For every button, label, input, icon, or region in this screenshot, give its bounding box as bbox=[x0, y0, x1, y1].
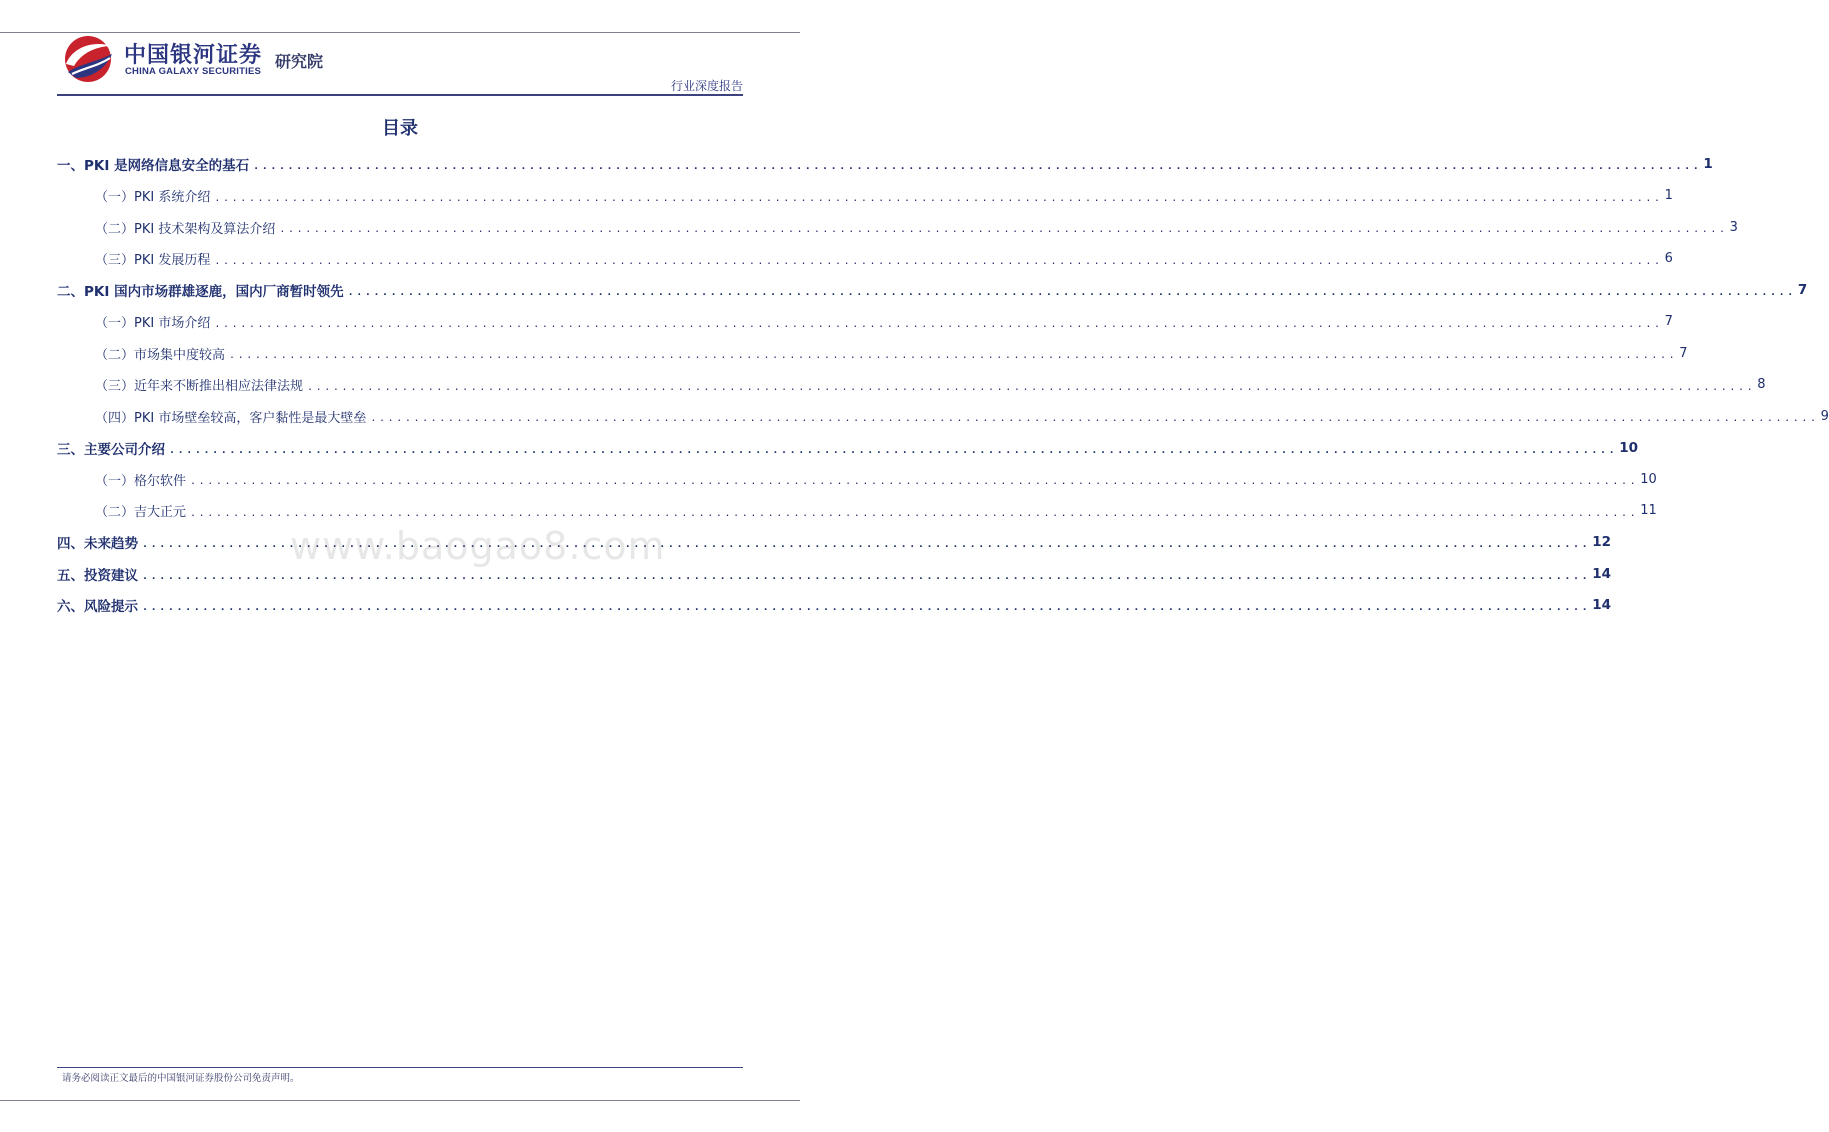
toc-leader-dots: ........................................................................................................................................................................ bbox=[142, 602, 1591, 613]
toc-leader-dots: ........................................................................................................................................................................ bbox=[214, 318, 1663, 330]
toc-leader-dots: ........................................................................................................................................................................ bbox=[190, 476, 1639, 487]
toc-entry[interactable] bbox=[95, 182, 1673, 210]
bottom-border-line bbox=[0, 1100, 800, 1101]
toc-entry-text: （二）PKI 技术架构及算法介绍 bbox=[95, 221, 276, 237]
toc-leader-dots: ........................................................................................................................................................................ bbox=[347, 287, 1796, 298]
toc-entry-page: 10 bbox=[1640, 471, 1657, 487]
toc-leader-dots: ........................................................................................................................................................................ bbox=[142, 539, 1591, 550]
toc-entry-text: 二、PKI 国内市场群雄逐鹿，国内厂商暂时领先 bbox=[57, 284, 344, 300]
toc-entry-page: 14 bbox=[1592, 597, 1612, 613]
toc-leader-dots: ........................................................................................................................................................................ bbox=[142, 570, 1591, 582]
toc-entry-text: （一）PKI 市场介绍 bbox=[95, 316, 211, 331]
toc-entry[interactable] bbox=[95, 245, 1673, 273]
toc-entry-text: 四、未来趋势 bbox=[57, 536, 138, 552]
toc-entry-page: 8 bbox=[1757, 377, 1766, 392]
toc-entry-page: 1 bbox=[1664, 188, 1673, 203]
toc-entry[interactable] bbox=[57, 591, 1612, 619]
toc-leader-dots: ........................................................................................................................................................................ bbox=[190, 507, 1639, 519]
toc-entry[interactable] bbox=[95, 497, 1657, 525]
header-divider bbox=[57, 94, 743, 96]
toc-leader-dots: ........................................................................................................................................................................ bbox=[279, 224, 1728, 235]
toc-entry[interactable] bbox=[95, 402, 1829, 430]
toc-entry[interactable] bbox=[95, 213, 1738, 241]
toc-leader-dots: ........................................................................................................................................................................ bbox=[214, 255, 1663, 267]
brand-name-cn: 中国银河证券 bbox=[124, 43, 263, 68]
toc-entry-page: 7 bbox=[1679, 345, 1688, 361]
toc-leader-dots: ........................................................................................................................................................................ bbox=[370, 413, 1819, 424]
toc-entry-text: 三、主要公司介绍 bbox=[57, 441, 165, 458]
top-border-line bbox=[0, 32, 800, 33]
toc-entry-text: 五、投资建议 bbox=[57, 567, 138, 584]
footer-divider bbox=[57, 1067, 743, 1068]
toc-entry-page: 3 bbox=[1729, 219, 1738, 235]
toc-leader-dots: ........................................................................................................................................................................ bbox=[214, 192, 1663, 204]
toc-entry-page: 7 bbox=[1664, 314, 1673, 329]
toc-entry-text: 六、风险提示 bbox=[57, 599, 138, 615]
toc-entry[interactable] bbox=[95, 371, 1766, 399]
toc-entry-page: 12 bbox=[1592, 534, 1612, 550]
toc-title: 目录 bbox=[382, 118, 418, 139]
toc-entry-page: 7 bbox=[1797, 282, 1808, 298]
toc-entry-text: （四）PKI 市场壁垒较高，客户黏性是最大壁垒 bbox=[95, 410, 367, 426]
toc-entry-text: 一、PKI 是网络信息安全的基石 bbox=[57, 158, 250, 174]
toc-entry-page: 6 bbox=[1664, 251, 1673, 266]
toc-entry-text: （二）市场集中度较高 bbox=[95, 347, 226, 363]
toc-entry[interactable] bbox=[95, 339, 1688, 367]
toc-entry-page: 1 bbox=[1703, 156, 1713, 172]
toc-entry-text: （一）PKI 系统介绍 bbox=[95, 190, 211, 205]
toc-entry-page: 9 bbox=[1820, 408, 1829, 424]
toc-entry[interactable] bbox=[57, 434, 1639, 462]
report-type-label: 行业深度报告 bbox=[670, 79, 743, 93]
footer-disclaimer: 请务必阅读正文最后的中国银河证券股份公司免责声明。 bbox=[62, 1073, 300, 1084]
toc-leader-dots: ........................................................................................................................................................................ bbox=[307, 381, 1756, 393]
toc-entry-page: 11 bbox=[1640, 503, 1657, 518]
toc-entry[interactable] bbox=[95, 465, 1657, 493]
toc-leader-dots: ........................................................................................................................................................................ bbox=[253, 161, 1702, 172]
toc-entry[interactable] bbox=[57, 276, 1808, 304]
institute-label: 研究院 bbox=[275, 52, 324, 71]
toc-entry-page: 10 bbox=[1619, 439, 1639, 456]
toc-leader-dots: ........................................................................................................................................................................ bbox=[169, 444, 1618, 456]
brand-name-en: CHINA GALAXY SECURITIES bbox=[125, 66, 262, 77]
toc-entry[interactable] bbox=[57, 150, 1713, 178]
watermark-text: www.baogao8.com bbox=[290, 524, 666, 568]
toc-entry-page: 14 bbox=[1592, 565, 1612, 582]
galaxy-logo-icon bbox=[62, 34, 116, 84]
toc-entry-text: （三）近年来不断推出相应法律法规 bbox=[95, 379, 304, 394]
toc-entry-text: （二）吉大正元 bbox=[95, 505, 187, 520]
toc-leader-dots: ........................................................................................................................................................................ bbox=[229, 350, 1678, 361]
toc-entry[interactable] bbox=[95, 308, 1673, 336]
toc-entry-text: （三）PKI 发展历程 bbox=[95, 253, 211, 268]
toc-entry-text: （一）格尔软件 bbox=[95, 473, 187, 489]
